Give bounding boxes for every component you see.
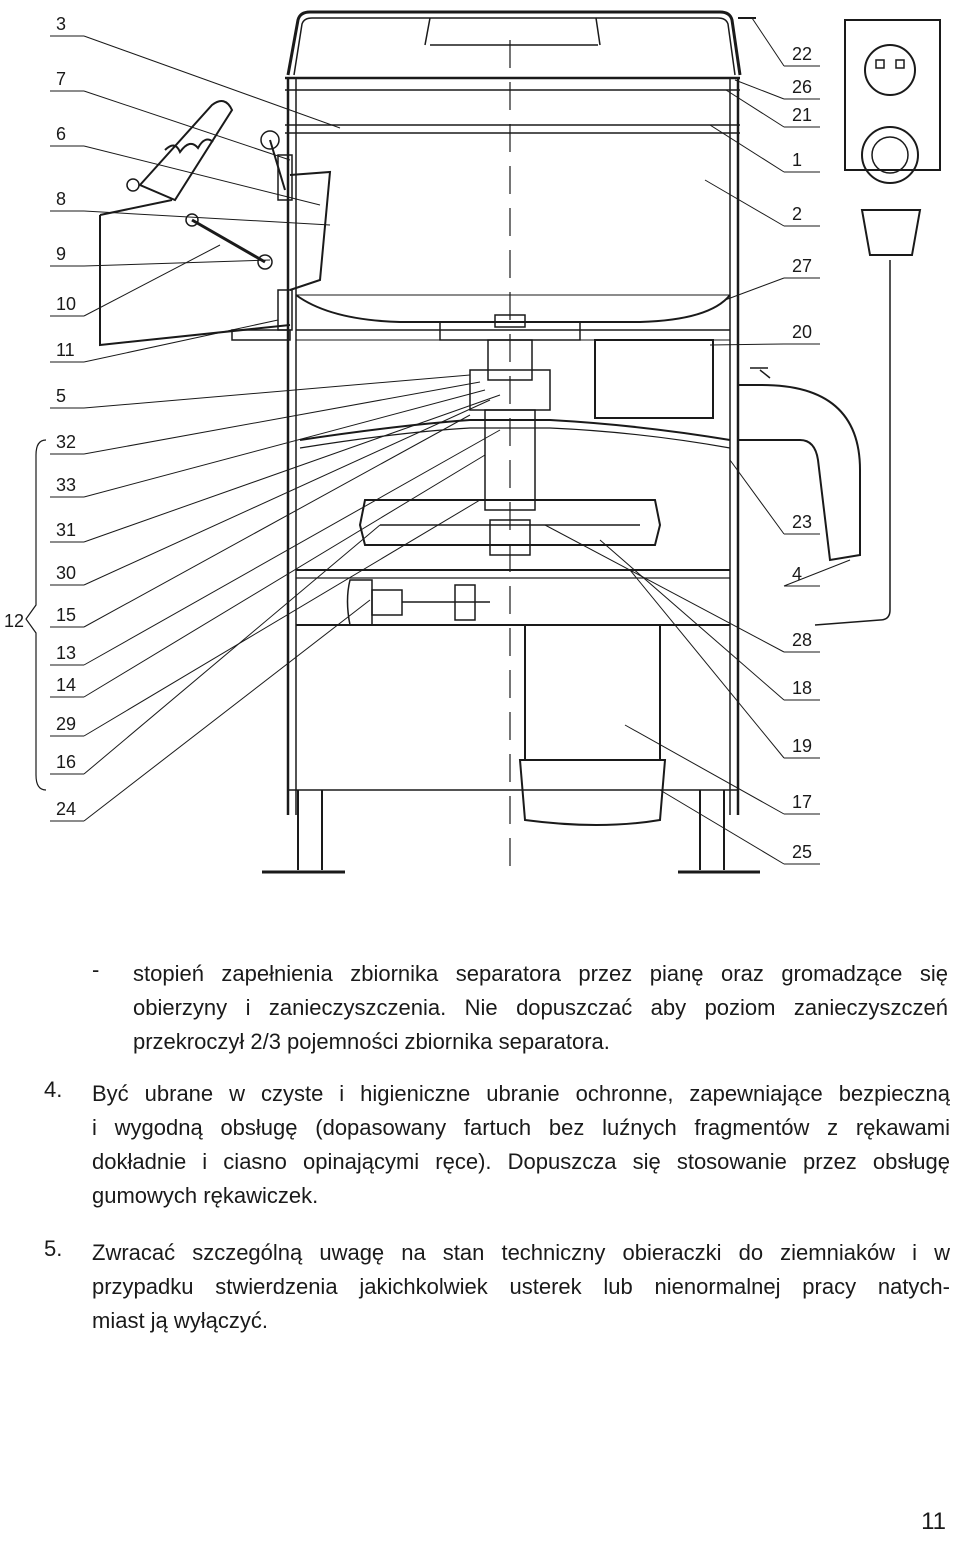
callout-label-13: 13 <box>56 643 77 663</box>
callout-label-7: 7 <box>56 69 67 89</box>
callout-label-30: 30 <box>56 563 77 583</box>
callout-label-20: 20 <box>792 322 813 342</box>
item-5-paragraph <box>92 1236 950 1338</box>
callout-label-5: 5 <box>56 386 67 406</box>
callout-label-2: 2 <box>792 204 803 224</box>
callout-label-6: 6 <box>56 124 67 144</box>
leader-line <box>84 320 278 362</box>
leader-line <box>705 180 784 226</box>
callout-label-32: 32 <box>56 432 77 452</box>
callout-label-31: 31 <box>56 520 77 540</box>
leader-line <box>545 525 784 652</box>
callout-label-29: 29 <box>56 714 77 734</box>
item-4-line: i wygodną obsługę (dopasowany fartuch bez luźnych fragmentów z rękawami <box>92 1115 950 1140</box>
machine-body <box>100 12 940 872</box>
callout-label-21: 21 <box>792 105 813 125</box>
item-4-line: Być ubrane w czyste i higieniczne ubranie ochronne, zapewniające bezpieczną <box>92 1081 950 1106</box>
item-4-line: dokładnie i ciasno opinającymi ręce). Dopuszcza się stosowanie przez obsługę <box>92 1149 950 1174</box>
callout-label-4: 4 <box>792 564 803 584</box>
bullet-line: przekroczył 2/3 pojemności zbiornika separatora. <box>133 1029 610 1054</box>
callout-label-1: 1 <box>792 150 803 170</box>
leader-line <box>84 245 220 316</box>
item-4-number: 4. <box>44 1077 63 1102</box>
callout-label-16: 16 <box>56 752 77 772</box>
callout-label-27: 27 <box>792 256 813 276</box>
callout-label-28: 28 <box>792 630 813 650</box>
leader-line <box>625 725 784 814</box>
leader-line <box>84 430 500 665</box>
callout-label-26: 26 <box>792 77 813 97</box>
callout-label-19: 19 <box>792 736 813 756</box>
bullet-paragraph <box>133 957 948 1059</box>
item-5-line: przypadku stwierdzenia jakichkolwiek usterek lub nienormalnej pracy natych- <box>92 1274 950 1299</box>
bullet-marker: - <box>92 957 100 982</box>
leader-line <box>84 211 330 225</box>
callout-label-8: 8 <box>56 189 67 209</box>
callout-label-23: 23 <box>792 512 813 532</box>
leader-line <box>752 18 784 66</box>
page-number: 11 <box>921 1508 946 1535</box>
leader-line <box>84 395 500 542</box>
leader-line <box>725 278 784 300</box>
leader-line <box>84 525 380 774</box>
callout-label-33: 33 <box>56 475 77 495</box>
callout-label-22: 22 <box>792 44 813 64</box>
item-5-line: Zwracać szczególną uwagę na stan techniczny obieraczki do ziemniaków i w <box>92 1240 950 1265</box>
item-5-line: miast ją wyłączyć. <box>92 1308 269 1333</box>
callout-label-24: 24 <box>56 799 77 819</box>
leader-line <box>84 375 470 408</box>
callout-label-10: 10 <box>56 294 77 314</box>
leader-line <box>84 260 270 266</box>
item-4-line: gumowych rękawiczek. <box>92 1183 319 1208</box>
leader-line <box>660 790 784 864</box>
leader-line <box>600 540 784 700</box>
leader-line <box>84 382 480 454</box>
leader-line <box>710 344 784 345</box>
callout-label-25: 25 <box>792 842 813 862</box>
leader-line <box>735 80 784 99</box>
callout-label-3: 3 <box>56 14 67 34</box>
callout-label-11: 11 <box>56 340 75 360</box>
callout-label-18: 18 <box>792 678 813 698</box>
left-callout-labels <box>50 14 500 821</box>
leader-line <box>84 415 470 627</box>
callout-label-17: 17 <box>792 792 813 812</box>
leader-line <box>630 570 784 758</box>
leader-line <box>84 36 340 128</box>
bullet-line: obierzyny i zanieczyszczenia. Nie dopuszczać aby poziom zanieczyszczeń <box>133 995 948 1020</box>
item-4-paragraph <box>92 1077 950 1213</box>
leader-line <box>710 125 784 172</box>
bullet-line: stopień zapełnienia zbiornika separatora przez pianę oraz gromadzące się <box>133 961 948 986</box>
leader-line <box>84 455 485 697</box>
callout-label-15: 15 <box>56 605 77 625</box>
leader-line <box>84 91 290 160</box>
leader-line <box>84 500 480 736</box>
callout-label-9: 9 <box>56 244 67 264</box>
group-bracket <box>4 440 46 790</box>
callout-label-14: 14 <box>56 675 77 695</box>
group-label: 12 <box>4 611 25 631</box>
item-5-number: 5. <box>44 1236 63 1261</box>
